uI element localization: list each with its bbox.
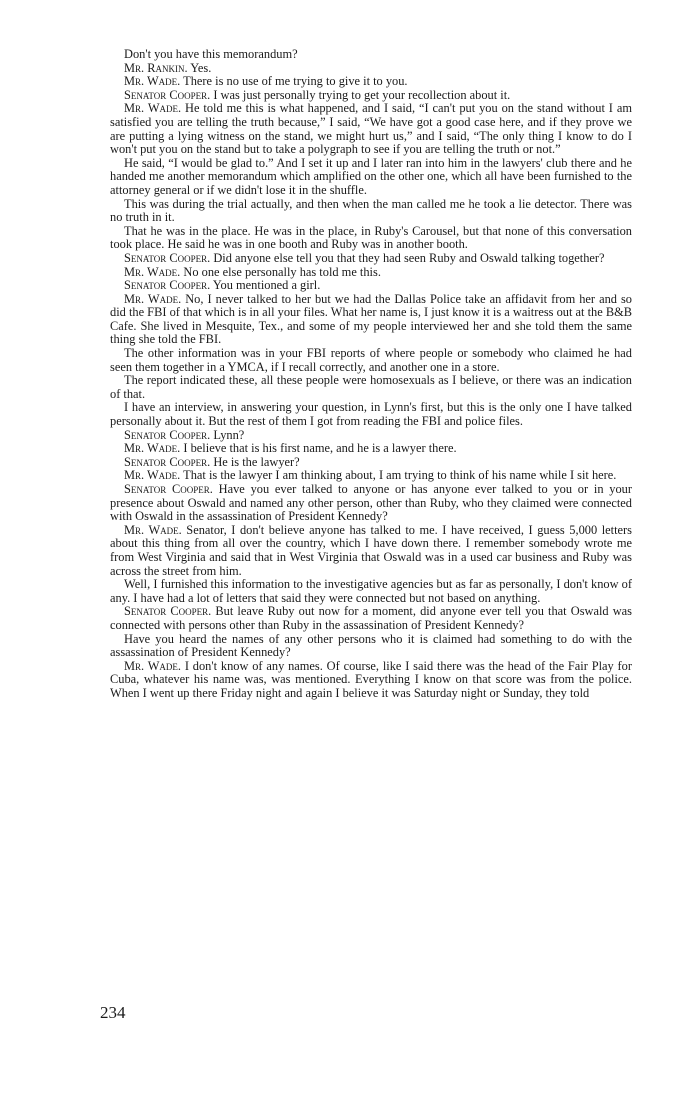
transcript-paragraph — [110, 456, 632, 470]
transcript-paragraph — [110, 252, 632, 266]
paragraph-text: Have you heard the names of any other persons who it is claimed had something to do with the assassination of President Kennedy? — [110, 631, 632, 660]
transcript-paragraph — [110, 347, 632, 374]
transcript-paragraph — [110, 483, 632, 524]
transcript-paragraph — [110, 293, 632, 347]
transcript-paragraph — [110, 279, 632, 293]
paragraph-text: Well, I furnished this information to the investigative agencies but as far as personally, I don't know of any. I have had a lot of letters that said they were connected but not based on anything. — [110, 577, 632, 605]
transcript-paragraph — [110, 62, 632, 76]
paragraph-text: There is no use of me trying to give it to you. — [183, 74, 408, 89]
speaker-label: Senator Cooper. — [124, 250, 211, 265]
speaker-label: Mr. Wade. — [124, 522, 182, 537]
paragraph-text: I have an interview, in answering your question, in Lynn's first, but this is the only one I have talked personally about it. But the rest of them I got from reading the FBI and police files. — [110, 400, 632, 429]
transcript-paragraph — [110, 89, 632, 103]
transcript-paragraph — [110, 442, 632, 456]
paragraph-text: Don't you have this memorandum? — [124, 47, 298, 61]
transcript-body — [110, 48, 632, 701]
speaker-label: Mr. Wade. — [124, 441, 181, 456]
transcript-paragraph — [110, 429, 632, 443]
paragraph-text: This was during the trial actually, and then when the man called me he took a lie detector. There was no truth in it. — [110, 196, 632, 225]
paragraph-text: The other information was in your FBI reports of where people or somebody who claimed he had seen them together in a YMCA, if I recall correctly, and another one in a store. — [110, 346, 632, 374]
paragraph-text: Have you ever talked to anyone or has anyone ever talked to you or in your presence about Oswald and named any other person, other than Ruby, who they claimed were connected with Oswald in the assassination of President Kennedy? — [110, 482, 632, 524]
transcript-paragraph — [110, 225, 632, 252]
paragraph-text: No one else personally has told me this. — [183, 264, 381, 279]
paragraph-text: Did anyone else tell you that they had seen Ruby and Oswald talking together? — [213, 250, 605, 265]
transcript-paragraph — [110, 75, 632, 89]
speaker-label: Mr. Rankin. — [124, 60, 188, 75]
paragraph-text: The report indicated these, all these people were homosexuals as I believe, or there was an indication of that. — [110, 373, 632, 401]
transcript-paragraph — [110, 102, 632, 156]
paragraph-text: No, I never talked to her but we had the Dallas Police take an affidavit from her and so did the FBI of that which is in all your files. What her name is, I just know it is a waitress out at the B&B Cafe. She lived in Mesquite, Tex., and some of my people interviewed her and she told them the same thing she told the FBI. — [110, 291, 632, 347]
page-number: 234 — [100, 1003, 126, 1022]
paragraph-text: Lynn? — [213, 427, 245, 442]
speaker-label: Mr. Wade. — [124, 264, 181, 279]
transcript-paragraph — [110, 524, 632, 578]
paragraph-text: He said, “I would be glad to.” And I set it up and I later ran into him in the lawyers' club there and he handed me another memorandum which amplified on the other one, which all have been furnished to the attorney general or if we didn't lose it in the shuffle. — [110, 155, 632, 197]
paragraph-text: I don't know of any names. Of course, like I said there was the head of the Fair Play for Cuba, whatever his name was, was mentioned. Everything I know on that score was from the police. When I went up there Friday night and again I believe it was Saturday night or Sunday, they told — [110, 658, 632, 700]
speaker-label: Mr. Wade. — [124, 101, 182, 116]
speaker-label: Mr. Wade. — [124, 468, 181, 483]
paragraph-text: You mentioned a girl. — [212, 278, 321, 293]
paragraph-text: That he was in the place. He was in the place, in Ruby's Carousel, but that none of this conversation took place. He said he was in one booth and Ruby was in another booth. — [110, 223, 632, 252]
paragraph-text: He is the lawyer? — [213, 454, 300, 469]
transcript-paragraph — [110, 660, 632, 701]
transcript-paragraph — [110, 48, 632, 62]
speaker-label: Mr. Wade. — [124, 658, 182, 673]
speaker-label: Senator Cooper. — [124, 87, 211, 102]
transcript-paragraph — [110, 198, 632, 225]
speaker-label: Mr. Wade. — [124, 74, 181, 89]
speaker-label: Senator Cooper. — [124, 482, 213, 496]
paragraph-text: Senator, I don't believe anyone has talked to me. I have received, I guess 5,000 letters about this thing from all over the country, which I have down there. I remember somebody wrote me from West Virginia and said that in West Virginia that Oswald was in a used car business and Ruby was across the street from him. — [110, 522, 632, 578]
speaker-label: Mr. Wade. — [124, 291, 182, 306]
paragraph-text: That is the lawyer I am thinking about, I am trying to think of his name while I sit here. — [183, 468, 617, 483]
transcript-paragraph — [110, 157, 632, 198]
transcript-paragraph — [110, 401, 632, 428]
transcript-paragraph — [110, 633, 632, 660]
speaker-label: Senator Cooper. — [124, 454, 211, 469]
paragraph-text: I believe that is his first name, and he is a lawyer there. — [183, 441, 457, 456]
speaker-label: Senator Cooper. — [124, 604, 212, 619]
transcript-paragraph — [110, 469, 632, 483]
speaker-label: Senator Cooper. — [124, 278, 211, 293]
transcript-paragraph — [110, 266, 632, 280]
paragraph-text: But leave Ruby out now for a moment, did anyone ever tell you that Oswald was connected with persons other than Ruby in the assassination of President Kennedy? — [110, 604, 632, 632]
transcript-paragraph — [110, 605, 632, 632]
paragraph-text: I was just personally trying to get your recollection about it. — [213, 87, 511, 102]
paragraph-text: Yes. — [190, 60, 212, 75]
transcript-paragraph — [110, 374, 632, 401]
speaker-label: Senator Cooper. — [124, 427, 211, 442]
transcript-paragraph — [110, 578, 632, 605]
paragraph-text: He told me this is what happened, and I said, “I can't put you on the stand without I am satisfied you are telling the truth because,” I said, “We have got a good case here, and if they prove we are putting a lying witness on the stand, we might hurt us,” and I said, “The only thing I know to do I won't put you on the stand but to take a polygraph to see if you are telling the truth or not.” — [110, 101, 632, 157]
